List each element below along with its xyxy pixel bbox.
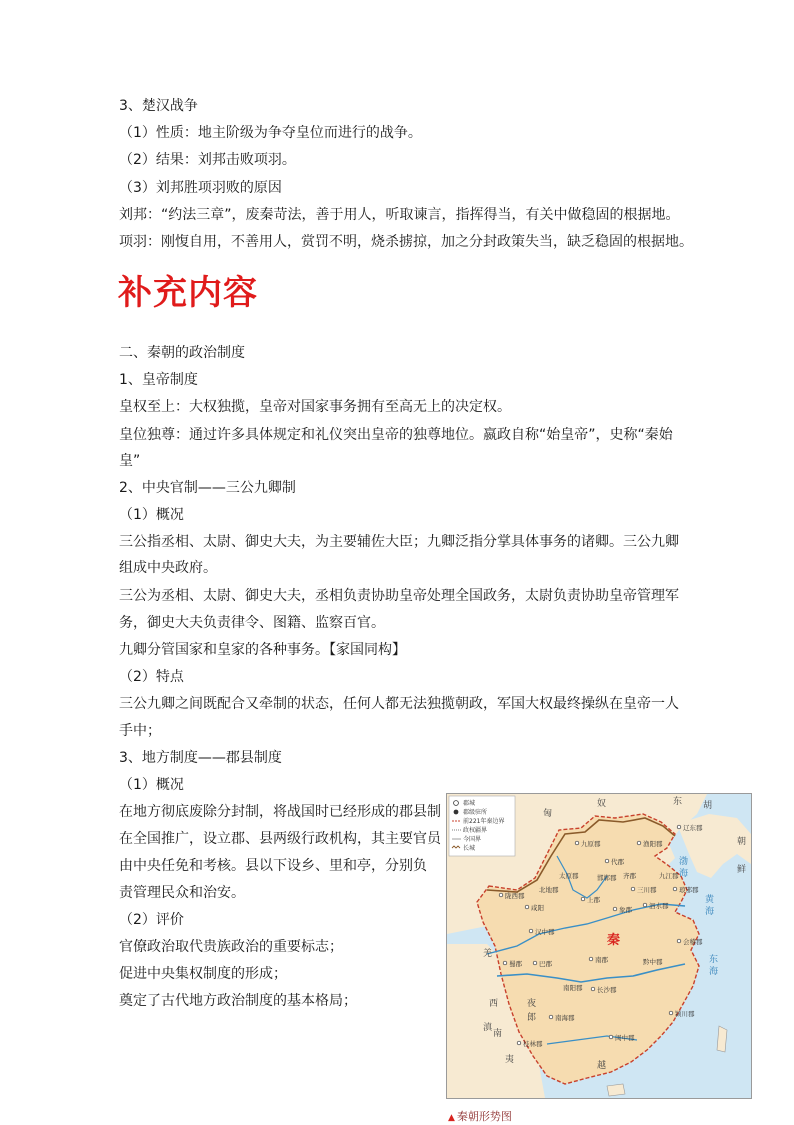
commandery-label: 汉中郡	[535, 928, 555, 936]
sea-label: 海	[709, 967, 719, 977]
commandery-label: 泗水郡	[649, 902, 669, 910]
sea-label: 海	[679, 869, 689, 879]
people-label: 夷	[505, 1055, 515, 1065]
central-overview-label: （1）概况	[119, 507, 184, 523]
sea-label: 海	[705, 907, 715, 917]
emperor-system-title: 1、皇帝制度	[119, 372, 198, 388]
hainan-island	[607, 1084, 625, 1096]
central-para-4a: 三公九卿之间既配合又牵制的状态，任何人都无法独揽朝政，军国大权最终操纵在皇帝一人	[119, 696, 679, 712]
commandery-label: 桂林郡	[523, 1040, 543, 1048]
legend-item-0: 郡城	[463, 800, 476, 807]
commandery-label: 邯郸郡	[597, 874, 617, 882]
legend-item-3: 政权疆界	[463, 827, 488, 834]
evaluation-2: 促进中央集权制度的形成；	[119, 966, 287, 982]
chuhan-reasons-title: （3）刘邦胜项羽败的原因	[119, 180, 282, 196]
people-label: 羌	[483, 949, 493, 959]
central-para-4b: 手中；	[119, 723, 161, 739]
section-title-chuhan: 3、楚汉战争	[119, 98, 198, 114]
local-para-1d: 责管理民众和治安。	[119, 885, 245, 901]
people-label: 郎	[527, 1013, 537, 1023]
commandery-label: 象郡	[619, 906, 632, 914]
emperor-point-1: 皇权至上：大权独揽，皇帝对国家事务拥有至高无上的决定权。	[119, 399, 511, 415]
supplement-heading: 补充内容	[118, 273, 258, 313]
people-label: 西	[489, 999, 499, 1009]
legend-seat-symbol	[454, 810, 459, 815]
central-para-1b: 组成中央政府。	[119, 560, 217, 576]
evaluation-1: 官僚政治取代贵族政治的重要标志；	[119, 939, 343, 955]
liubang-reason: 刘邦：“约法三章”，废秦苛法，善于用人，听取谏言，指挥得当，有关中做稳固的根据地。	[119, 207, 680, 223]
commandery-label: 南郡	[595, 956, 608, 964]
local-para-1c: 由中央任免和考核。县以下设乡、里和亭，分别负	[119, 858, 427, 874]
central-features-label: （2）特点	[119, 669, 184, 685]
xiangyu-reason: 项羽：刚愎自用，不善用人，赏罚不明，烧杀掳掠，加之分封政策失当，缺乏稳固的根据地。	[119, 234, 693, 250]
commandery-label: 齐郡	[623, 872, 636, 880]
local-para-1b: 在全国推广，设立郡、县两级行政机构，其主要官员	[119, 831, 441, 847]
commandery-label: 闽中郡	[615, 1034, 635, 1042]
people-label: 奴	[597, 799, 607, 809]
commandery-label: 南阳郡	[563, 984, 583, 992]
qin-politics-title: 二、秦朝的政治制度	[119, 345, 245, 361]
commandery-label: 北地郡	[539, 886, 559, 894]
local-evaluation-label: （2）评价	[119, 912, 184, 928]
central-para-1a: 三公指丞相、太尉、御史大夫，为主要辅佐大臣；九卿泛指分掌具体事务的诸卿。三公九卿	[119, 534, 679, 550]
commandery-label: 辽东郡	[683, 824, 703, 832]
people-label: 匈	[543, 809, 553, 819]
people-label: 南	[493, 1029, 503, 1039]
chuhan-nature: （1）性质：地主阶级为争夺皇位而进行的战争。	[119, 125, 422, 141]
sea-label: 渤	[679, 857, 689, 867]
emperor-point-2b: 皇”	[119, 453, 141, 469]
central-para-2b: 务，御史大夫负责律令、图籍、监察百官。	[119, 615, 385, 631]
legend-item-4: 今国界	[463, 836, 482, 843]
commandery-label: 太原郡	[559, 872, 579, 880]
commandery-label: 九原郡	[581, 840, 601, 848]
commandery-label: 会稽郡	[683, 938, 703, 946]
local-overview-label: （1）概况	[119, 777, 184, 793]
commandery-label: 咸阳	[531, 904, 544, 912]
local-para-1a: 在地方彻底废除分封制，将战国时已经形成的郡县制	[119, 804, 441, 820]
commandery-label: 陇西郡	[505, 892, 525, 900]
commandery-label: 巴郡	[539, 960, 552, 968]
map-caption-text: 秦朝形势图	[456, 1110, 512, 1123]
people-label: 胡	[703, 801, 713, 811]
commandery-label: 九江郡	[659, 872, 679, 880]
taiwan-island	[717, 1026, 727, 1052]
central-system-title: 2、中央官制——三公九卿制	[119, 480, 296, 496]
commandery-label: 南海郡	[555, 1014, 575, 1022]
legend-item-2: 前221年秦边界	[463, 818, 505, 825]
people-label: 夜	[527, 999, 537, 1009]
sea-label: 东	[709, 955, 719, 965]
chuhan-result: （2）结果：刘邦击败项羽。	[119, 152, 296, 168]
qin-label: 秦	[607, 933, 621, 948]
commandery-label: 长沙郡	[597, 986, 617, 994]
commandery-label: 渔阳郡	[643, 840, 663, 848]
qin-dynasty-map	[446, 793, 752, 1099]
people-label: 东	[673, 797, 683, 807]
triangle-icon: ▲	[448, 1113, 455, 1123]
sea-label: 黄	[705, 895, 715, 905]
central-para-2a: 三公为丞相、太尉、御史大夫，丞相负责协助皇帝处理全国政务，太尉负责协助皇帝管理军	[119, 588, 679, 604]
commandery-label: 颍川郡	[675, 1010, 695, 1018]
emperor-point-2a: 皇位独尊：通过许多具体规定和礼仪突出皇帝的独尊地位。嬴政自称“始皇帝”，史称“秦始	[119, 427, 673, 443]
people-label: 朝	[737, 837, 747, 847]
commandery-label: 三川郡	[637, 886, 657, 894]
people-label: 鲜	[737, 865, 747, 875]
central-para-3: 九卿分管国家和皇家的各种事务。【家国同构】	[119, 642, 406, 658]
people-label: 滇	[483, 1023, 493, 1033]
people-label: 越	[597, 1061, 607, 1071]
commandery-label: 黔中郡	[643, 958, 663, 966]
commandery-label: 琅邪郡	[679, 886, 699, 894]
local-system-title: 3、地方制度——郡县制度	[119, 750, 282, 766]
commandery-label: 代郡	[611, 858, 624, 866]
commandery-label: 蜀郡	[509, 960, 522, 968]
evaluation-3: 奠定了古代地方政治制度的基本格局；	[119, 993, 357, 1009]
commandery-label: 上郡	[587, 896, 600, 904]
legend-item-5: 长城	[463, 845, 476, 852]
map-canvas	[447, 794, 751, 1098]
legend-item-1: 郡级驻所	[463, 809, 488, 816]
